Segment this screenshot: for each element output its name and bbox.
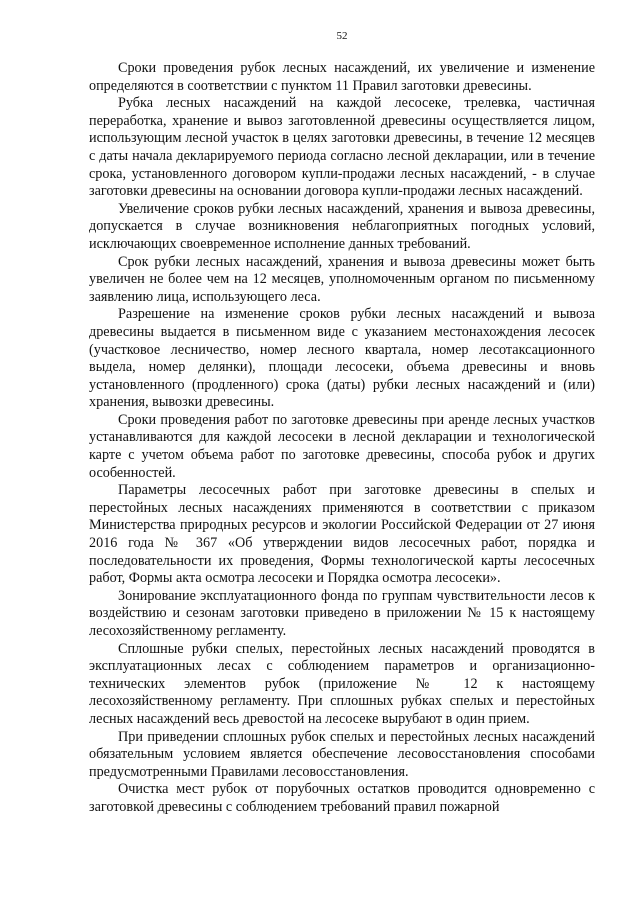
paragraph: Срок рубки лесных насаждений, хранения и вывоза древесины может быть увеличен не более чем на 12 месяцев, уполномоченным органом по письменному заявлению лица, использующего леса. bbox=[89, 253, 595, 305]
paragraph: При приведении сплошных рубок спелых и перестойных лесных насаждений обязательным условием является обеспечение лесовосстановления способами предусмотренными Правилами лесовосстановления. bbox=[89, 728, 595, 780]
paragraph: Очистка мест рубок от порубочных остатков проводится одновременно с заготовкой древесины с соблюдением требований правил пожарной bbox=[89, 781, 595, 815]
paragraph: Сроки проведения работ по заготовке древесины при аренде лесных участков устанавливаются для каждой лесосеки в лесной декларации и технологической карте с учетом объема работ по заготовке древесины, способа рубок и других особенностей. bbox=[89, 411, 595, 481]
paragraph: Разрешение на изменение сроков рубки лесных насаждений и вывоза древесины выдается в письменном виде с указанием местонахождения лесосек (участковое лесничество, номер лесного квартала, номер лесотаксационного выдела, номер делянки), площади лесосеки, объема древесины и вновь установленного (продленного) срока (даты) рубки лесных насаждений и (или) хранения, вывозки древесины. bbox=[89, 306, 595, 411]
paragraph: Увеличение сроков рубки лесных насаждений, хранения и вывоза древесины, допускается в случае возникновения неблагоприятных погодных условий, исключающих своевременное исполнение данных требований. bbox=[89, 200, 595, 252]
paragraph: Рубка лесных насаждений на каждой лесосеке, трелевка, частичная переработка, хранение и вывоз заготовленной древесины осуществляется лицом, использующим лесной участок в целях заготовки древесины, в течение 12 месяцев с даты начала декларируемого периода согласно лесной декларации, или в течение срока, установленного договором купли-продажи лесных насаждений, - в случае заготовки древесины на основании договора купли-продажи лесных насаждений. bbox=[89, 95, 595, 200]
document-body bbox=[89, 60, 595, 817]
paragraph: Сроки проведения рубок лесных насаждений, их увеличение и изменение определяются в соответствии с пунктом 11 Правил заготовки древесины. bbox=[89, 60, 595, 94]
paragraph: Зонирование эксплуатационного фонда по группам чувствительности лесов к воздействию и сезонам заготовки приведено в приложении № 15 к настоящему лесохозяйственному регламенту. bbox=[89, 587, 595, 639]
page-number: 52 bbox=[336, 30, 348, 42]
paragraph: Параметры лесосечных работ при заготовке древесины в спелых и перестойных лесных насаждениях применяются в соответствии с приказом Министерства природных ресурсов и экологии Российской Федерации от 27 июня 2016 года № 367 «Об утверждении видов лесосечных работ, порядка и последовательности их проведения, Формы технологической карты лесосечных работ, Формы акта осмотра лесосеки и Порядка осмотра лесосеки». bbox=[89, 482, 595, 587]
paragraph: Сплошные рубки спелых, перестойных лесных насаждений проводятся в эксплуатационных лесах с соблюдением параметров и организационно-технических элементов рубок (приложение № 12 к настоящему лесохозяйственному регламенту. При сплошных рубках спелых и перестойных лесных насаждений весь древостой на лесосеке вырубают в один прием. bbox=[89, 640, 595, 727]
